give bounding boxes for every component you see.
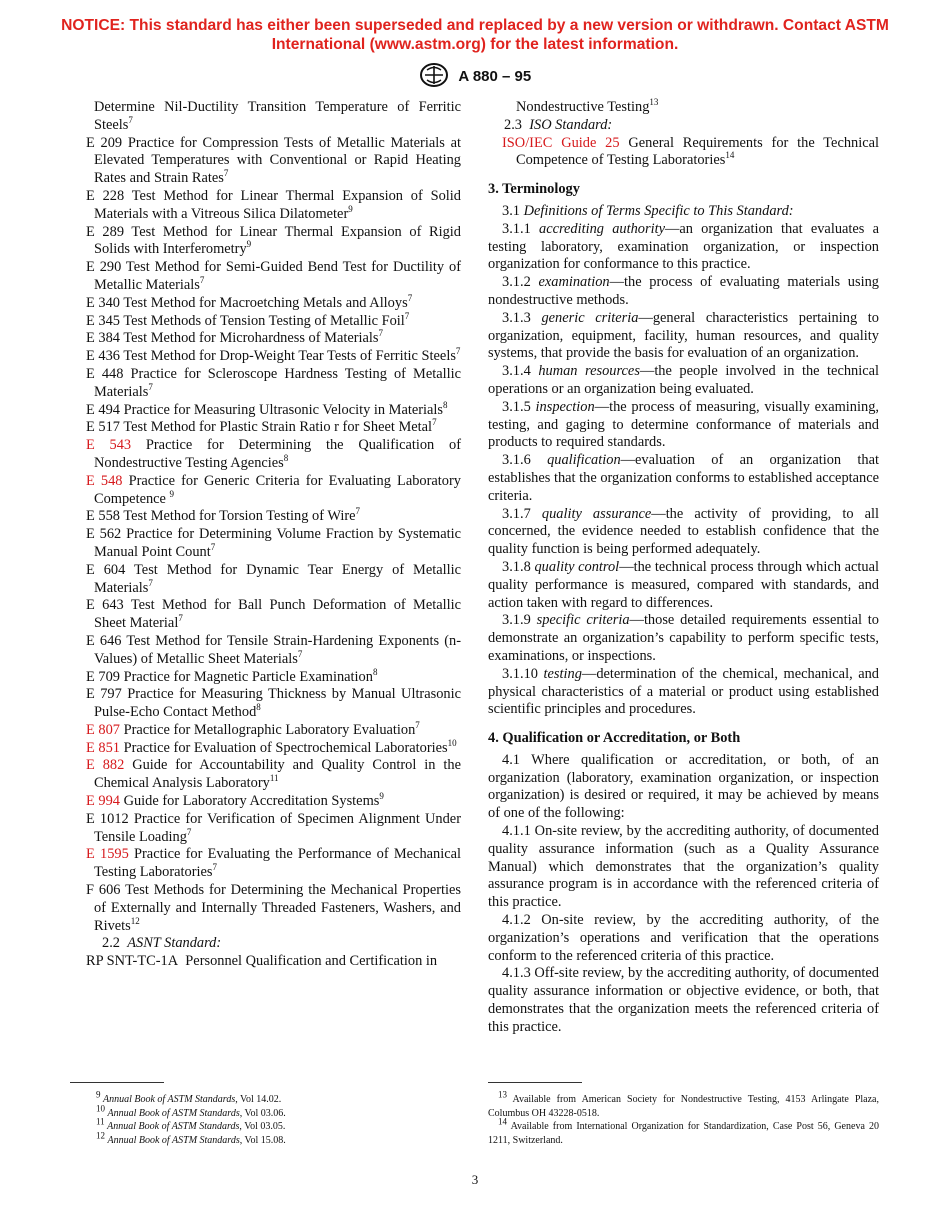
reference-code: E 646 [86,632,122,649]
designation: A 880 – 95 [458,67,532,85]
reference-title: Guide for Accountability and Quality Control in the Chemical Analysis Laboratory [94,757,461,792]
reference-code: E 340 [86,294,120,311]
definition-paragraph: 3.1.4 human resources—the people involved in the technical operations or an organization being evaluated. [488,363,879,397]
reference-code: E 562 [86,526,122,543]
reference-title: Test Method for Linear Thermal Expansion of Rigid Solids with Interferometry [94,223,461,258]
reference-entry [86,508,461,526]
reference-title: Practice for Evaluating the Performance of Mechanical Testing Laboratories [94,846,461,881]
reference-title: Test Method for Drop-Weight Tear Tests of Ferritic Steels [123,348,456,365]
reference-code: E 289 [86,223,125,240]
reference-entry [86,811,461,847]
document-header [0,62,950,92]
reference-title: Test Method for Semi-Guided Bend Test for Ductility of Metallic Materials [94,259,461,293]
definition-paragraph: 3.1.10 testing—determination of the chemical, mechanical, and physical characteristics of a material or product using established scientific principles and procedures. [488,665,879,718]
footnote-marker: 7 [212,862,217,873]
reference-title: Practice for Measuring Ultrasonic Velocity in Materials [123,401,444,418]
footnote-marker: 7 [199,275,205,286]
footnotes-left [86,1089,456,1147]
reference-entry [86,330,461,348]
footnote-marker: 8 [443,399,448,410]
footnote-marker: 7 [432,417,437,428]
reference-code-link[interactable]: E 882 [86,757,125,774]
section-4-paragraph: 4.1.3 Off-site review, by the accrediting authority, of documented quality assurance information or objective evidence, or both, that demonstrates that the organization meets the referenced criteria of this practice. [488,965,879,1035]
reference-entry [86,737,461,758]
reference-title: Practice for Evaluation of Spectrochemical Laboratories [123,739,448,756]
footnote-marker: 7 [178,613,183,624]
footnote-marker: 7 [186,826,192,837]
footnote-rule-left [70,1082,164,1083]
reference-title: Practice for Verification of Specimen Alignment Under Tensile Loading [94,810,461,845]
footnote: $^{14}$ Available from International Organization for Standardization, Case Post 56, Geneva 20 1211, Switzerland. [488,1116,879,1146]
right-column [488,99,879,1037]
reference-entry [86,188,461,224]
reference-code: F 606 [86,882,121,899]
reference-title: Practice for Compression Tests of Metallic Materials at Elevated Temperatures with Conventional or Rapid Heating Rates and Strain Rates [94,134,461,187]
footnote-marker: 7 [210,542,216,553]
defined-term: quality control [534,558,620,575]
reference-title: Test Method for Macroetching Metals and Alloys [123,294,408,311]
reference-entry [86,310,461,331]
footnote-marker: 7 [223,168,229,179]
footnote-marker: 11 [269,773,279,784]
reference-title: Practice for Metallographic Laboratory Evaluation [123,721,416,738]
definition-paragraph: 3.1.8 quality control—the technical process through which actual quality performance is measured, compared with standards, and action taken with regard to differences. [488,558,879,611]
footnote-marker: 8 [283,453,289,464]
definition-paragraph: 3.1.3 generic criteria—general characteristics pertaining to organization, equipment, facility, human resources, and quality systems, that provide the basis for evaluation of an organization. [488,309,879,362]
footnote-marker: 7 [128,115,133,125]
asnt-standard-heading: 2.2 ASNT Standard: [102,935,222,952]
reference-code: E 494 [86,401,120,418]
definition-paragraph: 3.1.2 examination—the process of evaluating materials using nondestructive methods. [488,274,879,308]
reference-code-link[interactable]: E 994 [86,793,120,810]
page-number: 3 [471,1172,479,1187]
reference-code: E 290 [86,259,122,276]
reference-entry [86,526,461,562]
reference-code: E 558 [86,508,120,525]
footnote-marker: 7 [407,292,413,303]
defined-term: human resources [538,363,640,380]
defined-term: specific criteria [536,612,630,629]
defined-term: accrediting authority [539,220,665,237]
footnote-marker: 9 [169,488,175,499]
reference-code: E 345 [86,312,120,329]
reference-entry [86,437,461,473]
reference-entry [86,846,461,882]
reference-entry [86,348,461,366]
reference-title: Practice for Magnetic Particle Examination [123,668,373,685]
footnote-marker: 9 [246,239,252,250]
defined-term: generic criteria [541,309,639,326]
reference-code: E 384 [86,330,120,347]
supersession-notice: NOTICE: This standard has either been superseded and replaced by a new version or withdrawn. Contact ASTM International (www.astm.org) for the latest information. [61,17,889,53]
reference-entry [86,224,461,260]
reference-title: Test Method for Linear Thermal Expansion of Solid Materials with a Vitreous Silica Dilatometer [94,187,461,222]
reference-title: Determine Nil-Ductility Transition Temperature of Ferritic Steels [94,99,461,133]
reference-entry [86,757,461,793]
reference-title: Test Method for Plastic Strain Ratio r for Sheet Metal [123,419,433,436]
reference-code: E 448 [86,365,124,382]
iso-guide-25-link[interactable]: ISO/IEC Guide 25 [502,134,620,151]
defined-term: quality assurance [541,505,652,522]
section-3-heading: 3. Terminology [488,181,580,198]
footnote: $^{11}$ Annual Book of ASTM Standards, Vol 03.05. [96,1116,286,1133]
reference-title: Test Methods of Tension Testing of Metallic Foil [123,312,405,329]
reference-code: E 1012 [86,810,129,827]
defined-term: testing [543,665,582,682]
definition-paragraph: 3.1.6 qualification—evaluation of an organization that establishes that the organization conforms to established acceptance criteria. [488,452,879,504]
reference-code: E 797 [86,686,122,703]
footnote-marker: 7 [415,720,420,731]
reference-entry [86,99,461,135]
footnote-marker: 12 [130,915,140,926]
reference-entry [86,473,461,509]
reference-title: Practice for Generic Criteria for Evaluating Laboratory Competence [94,472,461,507]
definition-paragraph: 3.1.9 specific criteria—those detailed requirements essential to demonstrate an organization’s capability to perform specific tests, examinations, or inspections. [488,612,879,664]
section-4-paragraph: 4.1.2 On-site review, by the accrediting authority, of the organization’s operations and verification that the operations conform to the referenced criteria of this practice. [488,912,879,964]
footnote-marker: 8 [256,702,261,713]
footnote-marker: 7 [355,506,361,517]
footnote: $^{13}$ Available from American Society for Nondestructive Testing, 4153 Arlingate Plaza, Columbus OH 43228-0518. [488,1089,879,1119]
reference-title: Test Methods for Determining the Mechanical Properties of Externally and Internally Threaded Fasteners, Washers, and Rivets [94,882,461,934]
iso-guide-25-reference: ISO/IEC Guide 25 General Requirements for the Technical Competence of Testing Laboratories$^{14}$ [502,134,879,169]
reference-title: Guide for Laboratory Accreditation Systems [123,793,380,810]
reference-title: Test Method for Microhardness of Materials [123,330,379,347]
definition-paragraph: 3.1.7 quality assurance—the activity of providing, to all concerned, the evidence needed to establish confidence that the quality function is being performed adequately. [488,505,879,558]
definition-paragraph: 3.1.1 accrediting authority—an organization that evaluates a testing laboratory, examination organization, or inspection organization for conformance to this practice. [488,220,879,273]
reference-entry [86,666,461,687]
definitions-intro: 3.1 Definitions of Terms Specific to This Standard: [502,202,794,219]
footnote-marker: 7 [297,648,303,659]
defined-term: examination [538,274,610,291]
reference-title: Practice for Measuring Thickness by Manual Ultrasonic Pulse-Echo Contact Method [94,686,461,721]
astm-logo-icon [419,62,449,92]
reference-code-link[interactable]: E 1595 [86,846,129,863]
footnote-marker: 7 [378,328,383,339]
footnote-marker: 9 [348,203,353,214]
reference-title: Test Method for Torsion Testing of Wire [123,508,356,525]
reference-title: Practice for Determining Volume Fraction by Systematic Manual Point Count [94,526,461,560]
reference-code: E 209 [86,134,123,151]
reference-entry [86,419,461,437]
reference-title: Practice for Determining the Qualification of Nondestructive Testing Agencies [94,437,461,471]
reference-code: E 436 [86,348,120,365]
reference-code: E 643 [86,597,124,614]
reference-entry [86,135,461,188]
reference-code-link[interactable]: E 807 [86,721,120,738]
footnote: $^{12}$ Annual Book of ASTM Standards, Vol 15.08. [96,1130,286,1146]
reference-code-link[interactable]: E 851 [86,739,120,756]
reference-entry [86,562,461,598]
left-column [86,99,461,971]
footnote-marker: 8 [372,666,378,677]
reference-entry [86,597,461,633]
defined-term: qualification [547,452,621,469]
asnt-reference: RP SNT-TC-1A Personnel Qualification and Certification in [86,953,438,970]
reference-entry [86,259,461,295]
reference-code: E 604 [86,561,126,578]
reference-code-link[interactable]: E 543 [86,437,132,454]
section-4-body [488,752,879,1037]
definitions-list [488,221,879,719]
footnote: $^9$ Annual Book of ASTM Standards, Vol 14.02. [96,1089,282,1105]
iso-standard-heading: 2.3 ISO Standard: [504,116,613,133]
reference-entry [86,793,461,811]
reference-entry [86,686,461,722]
reference-title: Test Method for Tensile Strain-Hardening Exponents (n-Values) of Metallic Sheet Materials [94,632,461,667]
reference-code: E 517 [86,419,120,436]
footnote-marker: 7 [148,577,153,588]
footnote-marker: 10 [447,737,457,748]
footnote-marker: 7 [148,381,153,392]
section-4-paragraph: 4.1 Where qualification or accreditation, or both, of an organization (laboratory, examination organization, or inspection organization) is desired or required, it may be achieved by means of one of the following: [488,751,879,822]
section-4-heading: 4. Qualification or Accreditation, or Both [488,730,741,747]
reference-entry [86,399,461,420]
definition-paragraph: 3.1.5 inspection—the process of measuring, visually examining, testing, and gaging to determine conformance of materials and products to required standards. [488,398,879,451]
reference-code: E 228 [86,187,125,204]
footnote-marker: 7 [455,346,461,357]
reference-entry [86,366,461,402]
section-4-paragraph: 4.1.1 On-site review, by the accrediting authority, of documented quality assurance information (such as a Quality Assurance Manual) which demonstrates that the organization’s quality assurance program is in accordance with the referenced criteria of this practice. [488,823,879,911]
reference-entry [86,633,461,669]
footnote: $^{10}$ Annual Book of ASTM Standards, Vol 03.06. [96,1103,286,1119]
footnotes-right [488,1089,879,1147]
reference-title: Test Method for Ball Punch Deformation of Metallic Sheet Material [94,597,461,632]
footnote-marker: 7 [404,310,410,321]
footnote-rule-right [488,1082,582,1083]
reference-title: Test Method for Dynamic Tear Energy of Metallic Materials [94,561,461,596]
reference-entry [86,722,461,740]
asnt-standard-continued: Nondestructive Testing$^{13}$ [516,97,659,115]
reference-code-link[interactable]: E 548 [86,472,123,489]
reference-title: Practice for Scleroscope Hardness Testing of Metallic Materials [94,365,461,400]
defined-term: inspection [535,398,595,415]
reference-code: E 709 [86,668,120,685]
footnote-marker: 9 [379,791,384,802]
reference-entry [86,882,461,935]
